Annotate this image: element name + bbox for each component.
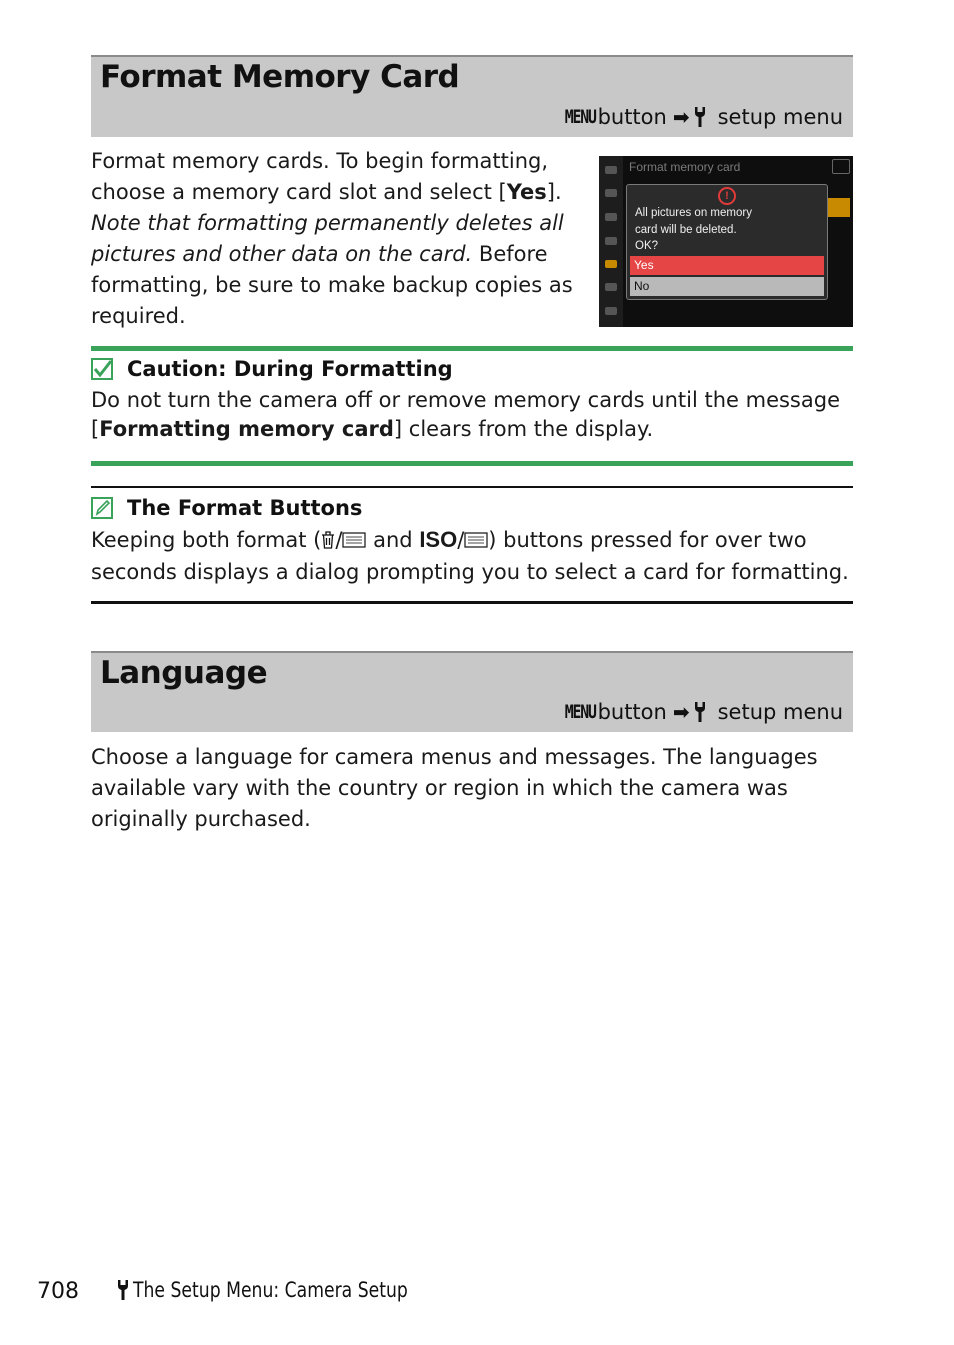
text-span: ] clears from the display.	[393, 417, 654, 441]
text-line	[91, 415, 840, 444]
text-line: Do not turn the camera off or remove memory cards until the message	[91, 388, 840, 412]
dialog-line: OK?	[635, 240, 659, 252]
trash-icon	[321, 529, 335, 558]
arrow-right-icon: ➡	[672, 700, 690, 724]
warning-italic-text: pictures and other data on the card.	[91, 242, 473, 266]
warning-italic-text: Note that formatting permanently deletes all	[91, 211, 564, 235]
format-buttons-title: The Format Buttons	[127, 496, 363, 520]
text-line: formatting, be sure to make backup copies as	[91, 273, 573, 297]
breadcrumb-button-text: button	[597, 105, 667, 129]
wrench-icon	[694, 701, 706, 723]
dialog-line: All pictures on memory	[635, 207, 752, 219]
text-span: /	[335, 528, 343, 552]
format-section-header	[91, 55, 853, 137]
format-description	[91, 146, 586, 332]
format-buttons-heading	[91, 496, 362, 520]
dialog-message	[635, 205, 815, 255]
dialog-line: card will be deleted.	[635, 223, 737, 236]
chapter-title: The Setup Menu: Camera Setup	[133, 1278, 408, 1302]
breadcrumb-menu-name: setup menu	[717, 105, 843, 129]
language-section-title: Language	[100, 655, 268, 691]
format-section-breadcrumb	[556, 105, 843, 129]
format-icon	[342, 529, 366, 558]
language-description	[91, 742, 853, 835]
language-section-header	[91, 651, 853, 732]
text-line: required.	[91, 304, 186, 328]
text-span: ) buttons pressed for over two	[488, 528, 807, 552]
breadcrumb-button-text: button	[597, 700, 667, 724]
tab-icon	[605, 213, 617, 221]
iso-button-glyph: ISO	[419, 527, 458, 552]
formatting-message-ref: Formatting memory card	[99, 417, 394, 441]
camera-screen-image	[599, 156, 853, 327]
tab-icon-active	[605, 260, 617, 268]
text-line: available vary with the country or region in which the camera was	[91, 776, 788, 800]
caution-top-rule	[91, 346, 853, 351]
wrench-icon	[694, 106, 706, 128]
text-line	[91, 208, 586, 239]
menu-button-glyph: MENU	[564, 701, 596, 723]
text-span: choose a memory card slot and select [	[91, 180, 507, 204]
screen-title: Format memory card	[629, 160, 741, 174]
caution-bottom-rule	[91, 461, 853, 466]
format-icon	[464, 529, 488, 558]
text-line: Choose a language for camera menus and messages. The languages	[91, 745, 818, 769]
no-option: No	[630, 277, 824, 296]
tab-icon	[605, 166, 617, 174]
tab-icon	[605, 307, 617, 315]
text-span: ].	[546, 180, 562, 204]
tab-icon	[605, 283, 617, 291]
format-section-title: Format Memory Card	[100, 59, 460, 95]
confirm-dialog	[626, 184, 828, 300]
highlight-marker	[828, 198, 850, 217]
format-buttons-body	[91, 525, 849, 587]
breadcrumb-menu-name: setup menu	[717, 700, 843, 724]
format-buttons-bottom-rule	[91, 601, 853, 604]
caution-body	[91, 386, 840, 444]
format-buttons-top-rule	[91, 486, 853, 488]
text-span: Keeping both format (	[91, 528, 322, 552]
text-span: Before	[472, 242, 548, 266]
footer-chapter	[117, 1278, 468, 1302]
text-line	[91, 239, 586, 270]
tab-icon	[605, 189, 617, 197]
text-span: [	[91, 417, 100, 441]
text-line: seconds displays a dialog prompting you to select a card for formatting.	[91, 560, 849, 584]
text-line: originally purchased.	[91, 807, 311, 831]
check-icon	[91, 358, 113, 380]
tab-icon	[605, 237, 617, 245]
yes-option-ref: Yes	[506, 180, 547, 204]
caution-heading	[91, 357, 453, 381]
pencil-icon	[91, 497, 113, 519]
language-section-breadcrumb	[556, 700, 843, 724]
menu-button-glyph: MENU	[564, 106, 596, 128]
text-line: Format memory cards. To begin formatting,	[91, 149, 549, 173]
page-number: 708	[37, 1279, 79, 1304]
text-span: /	[457, 528, 465, 552]
text-line	[91, 525, 849, 558]
menu-tab-column	[599, 156, 623, 327]
arrow-right-icon: ➡	[672, 105, 690, 129]
text-span: and	[366, 528, 420, 552]
caution-title: Caution: During Formatting	[127, 357, 453, 381]
back-icon	[832, 159, 850, 174]
warning-icon: !	[718, 187, 736, 205]
text-line	[91, 177, 586, 208]
wrench-icon	[117, 1279, 129, 1301]
yes-option: Yes	[630, 256, 824, 275]
